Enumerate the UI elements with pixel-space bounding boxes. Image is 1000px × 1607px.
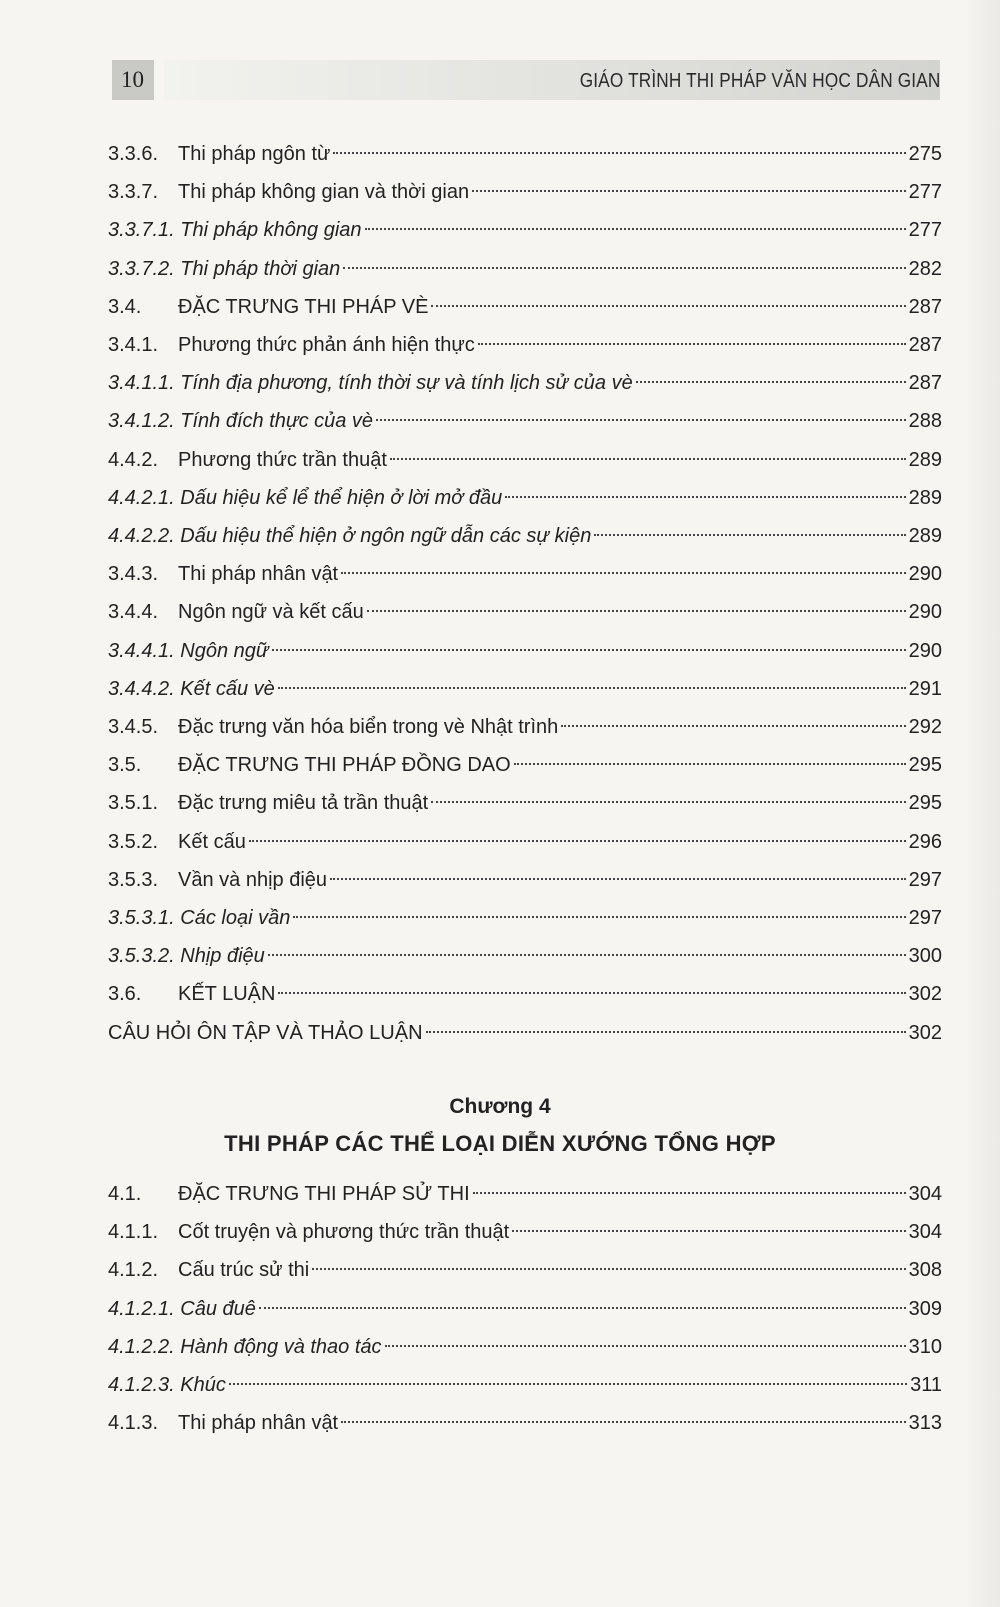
toc-entry-page: 308 — [908, 1259, 942, 1282]
dot-leader — [341, 572, 906, 574]
toc-entry-number: 3.3.6. — [108, 143, 159, 165]
toc-entry — [108, 521, 942, 551]
toc-entry-title — [108, 941, 265, 971]
dot-leader — [367, 610, 906, 612]
toc-entry-text: Kết cấu — [178, 830, 246, 853]
dot-leader — [561, 725, 905, 727]
toc-entry-page: 291 — [908, 677, 942, 700]
toc-entry-text: Cốt truyện và phương thức trần thuật — [178, 1221, 510, 1244]
toc-entry — [108, 330, 942, 360]
toc-entry — [108, 1332, 942, 1362]
toc-entry — [108, 1294, 942, 1324]
toc-entry-page: 297 — [908, 868, 942, 891]
toc-entry-page: 287 — [908, 295, 942, 318]
toc-entry-text: KẾT LUẬN — [178, 983, 276, 1006]
toc-entry-title — [108, 368, 633, 398]
dot-leader — [278, 687, 906, 689]
toc-entry-title — [108, 406, 373, 436]
dot-leader — [472, 190, 906, 192]
toc-entry-page: 275 — [908, 143, 942, 165]
toc-entry-page: 289 — [908, 525, 942, 547]
toc-entry-page: 292 — [908, 716, 942, 738]
toc-entry-page: 296 — [908, 830, 942, 853]
toc-entry-title — [108, 215, 362, 245]
toc-entry-text: Đặc trưng văn hóa biển trong vè Nhật trình — [178, 716, 559, 738]
toc-entry-number: 3.3.7. — [108, 181, 159, 204]
toc-entry-text: Câu đuê — [180, 1297, 256, 1320]
toc-entry — [108, 903, 942, 933]
toc-entry-page: 277 — [908, 219, 942, 242]
toc-entry — [108, 827, 942, 857]
dot-leader — [514, 763, 906, 765]
dot-leader — [268, 954, 906, 956]
toc-entry-text: Thi pháp không gian — [180, 219, 362, 242]
toc-entry — [108, 1408, 942, 1438]
dot-leader — [333, 152, 905, 154]
toc-entry-number: 4.4.2.1. — [108, 486, 175, 509]
toc-entry-text: Kết cấu vè — [180, 677, 275, 700]
header-bar — [164, 60, 940, 100]
toc-entry-text: Phương thức phản ánh hiện thực — [178, 334, 475, 356]
toc-entry-number: 3.3.7.1. — [108, 219, 175, 242]
toc-entry-text: Tính địa phương, tính thời sự và tính lịch sử của vè — [180, 372, 633, 395]
toc-entry-number: 4.1.2.1. — [108, 1297, 175, 1320]
toc-entry-text: Tính đích thực của vè — [180, 410, 374, 433]
dot-leader — [365, 228, 906, 230]
toc-entry — [108, 177, 942, 207]
dot-leader — [505, 496, 905, 498]
toc-entry — [108, 1217, 942, 1247]
dot-leader — [385, 1345, 906, 1347]
dot-leader — [343, 267, 905, 269]
toc-entry-number: 3.5.3. — [108, 868, 159, 891]
toc-entry — [108, 445, 942, 475]
toc-entry-page: 310 — [908, 1335, 942, 1358]
toc-entry-page: 282 — [908, 257, 942, 280]
dot-leader — [431, 801, 905, 803]
toc-entry-text: Vần và nhịp điệu — [178, 868, 328, 891]
toc-entry-title — [108, 1332, 382, 1362]
toc-entry-number: 3.5.3.1. — [108, 907, 175, 929]
toc-entry-title — [108, 903, 290, 933]
dot-leader — [426, 1031, 906, 1033]
toc-entry-text: Dấu hiệu thể hiện ở ngôn ngữ dẫn các sự kiện — [180, 525, 592, 547]
dot-leader — [330, 878, 906, 880]
toc-entry-number: 4.1. — [108, 1183, 142, 1205]
toc-entry-text: Đặc trưng miêu tả trần thuật — [178, 792, 429, 815]
toc-entry — [108, 712, 942, 742]
toc-entry-number: 3.4.3. — [108, 563, 159, 586]
toc-entry — [108, 559, 942, 589]
toc-entry-number: 4.1.2. — [108, 1259, 159, 1282]
toc-entry — [108, 368, 942, 398]
toc-entry-page: 311 — [910, 1374, 942, 1396]
dot-leader — [431, 305, 905, 307]
toc-entry-number: 4.1.3. — [108, 1412, 159, 1435]
toc-entry-number: 3.4.1.2. — [108, 410, 175, 433]
toc-entry — [108, 1255, 942, 1285]
toc-entry-page: 304 — [908, 1221, 942, 1244]
toc-entry-number: 4.4.2.2. — [108, 525, 175, 547]
toc-entry-number: 3.5.1. — [108, 792, 159, 815]
toc-entry-number: 3.4.5. — [108, 716, 159, 738]
page-number: 10 — [121, 67, 144, 92]
dot-leader — [293, 916, 905, 918]
dot-leader — [259, 1307, 906, 1309]
toc-entry — [108, 215, 942, 245]
toc-entry-number: 3.4.1.1. — [108, 372, 175, 395]
toc-entry-text: Các loại vần — [180, 907, 291, 929]
dot-leader — [341, 1421, 906, 1423]
toc-entry — [108, 788, 942, 818]
toc-entry-text: Thi pháp nhân vật — [178, 1412, 339, 1435]
dot-leader — [594, 534, 905, 536]
toc-entry — [108, 1179, 942, 1209]
toc-entry-number: 4.1.2.2. — [108, 1335, 175, 1358]
toc-entry-title — [108, 1370, 226, 1400]
toc-entry — [108, 979, 942, 1009]
dot-leader — [312, 1268, 905, 1270]
toc-entry-page: 290 — [908, 563, 942, 586]
toc-entry-title — [108, 636, 269, 666]
toc-entry-page: 309 — [908, 1297, 942, 1320]
dot-leader — [272, 649, 906, 651]
toc-entry-text: CÂU HỎI ÔN TẬP VÀ THẢO LUẬN — [108, 1021, 423, 1044]
dot-leader — [376, 419, 906, 421]
toc-entry-number: 3.5.2. — [108, 830, 159, 853]
book-title: GIÁO TRÌNH THI PHÁP VĂN HỌC DÂN GIAN — [579, 70, 940, 92]
toc-entry-page: 295 — [908, 792, 942, 815]
toc-entry-title — [108, 674, 275, 704]
toc-entry-number: 3.6. — [108, 983, 142, 1006]
toc-entry-number: 3.4. — [108, 295, 142, 318]
toc-entry-page: 277 — [908, 181, 942, 204]
toc-entry-page: 302 — [908, 983, 942, 1006]
dot-leader — [512, 1230, 905, 1232]
toc-entry-text: Phương thức trần thuật — [178, 448, 387, 471]
toc-entry — [108, 483, 942, 513]
toc-entry-text: Dấu hiệu kể lể thể hiện ở lời mở đầu — [180, 486, 503, 509]
toc-entry-page: 289 — [908, 486, 942, 509]
toc-entry-title — [108, 254, 340, 284]
toc-entry-text: ĐẶC TRƯNG THI PHÁP VÈ — [178, 295, 429, 318]
toc-entry-page: 297 — [908, 907, 942, 929]
dot-leader — [473, 1192, 906, 1194]
toc-entry — [108, 597, 942, 627]
toc-entry — [108, 674, 942, 704]
toc-entry-text: Cấu trúc sử thi — [178, 1259, 310, 1282]
dot-leader — [636, 381, 906, 383]
toc-entry-number: 3.4.4.2. — [108, 677, 175, 700]
toc-entry — [108, 1018, 942, 1048]
toc-entry-title — [108, 1294, 256, 1324]
toc-entry-text: Nhịp điệu — [180, 945, 265, 968]
toc-entry-title — [108, 521, 591, 551]
toc-entry-number: 4.1.2.3. — [108, 1374, 175, 1396]
toc-entry — [108, 1370, 942, 1400]
running-header — [112, 60, 940, 100]
toc-entry-title — [108, 483, 502, 513]
toc-entry-number: 4.1.1. — [108, 1221, 159, 1244]
dot-leader — [390, 458, 906, 460]
toc-entry-text: Thi pháp ngôn từ — [178, 143, 331, 165]
toc-entry — [108, 292, 942, 322]
toc-entry-number: 3.4.1. — [108, 334, 159, 356]
toc-entry-text: Thi pháp thời gian — [180, 257, 341, 280]
scan-edge-shadow — [964, 0, 1000, 1607]
toc-entry-number: 4.4.2. — [108, 448, 159, 471]
toc-entry-text: Hành động và thao tác — [180, 1335, 382, 1358]
toc-entry-number: 3.4.4. — [108, 601, 159, 624]
toc-entry — [108, 750, 942, 780]
toc-entry — [108, 254, 942, 284]
toc-entry-page: 287 — [908, 334, 942, 356]
dot-leader — [229, 1383, 907, 1385]
toc-entry-page: 300 — [908, 945, 942, 968]
toc-entry-page: 289 — [908, 448, 942, 471]
toc-entry-page: 288 — [908, 410, 942, 433]
toc-entry-text: Thi pháp không gian và thời gian — [178, 181, 470, 204]
toc-entry — [108, 865, 942, 895]
toc-entry — [108, 139, 942, 169]
toc-entry — [108, 941, 942, 971]
toc-entry-page: 313 — [908, 1412, 942, 1435]
toc-entry-text: ĐẶC TRƯNG THI PHÁP SỬ THI — [178, 1183, 470, 1205]
toc-entry-text: Khúc — [180, 1374, 226, 1396]
toc-entry-text: Ngôn ngữ — [180, 639, 269, 662]
toc-entry-number: 3.4.4.1. — [108, 639, 175, 662]
toc-entry-page: 290 — [908, 639, 942, 662]
page-number-box — [112, 60, 154, 100]
chapter-label: Chương 4 — [449, 1095, 551, 1118]
toc-entry-page: 304 — [908, 1183, 942, 1205]
dot-leader — [249, 840, 906, 842]
toc-entry-number: 3.5. — [108, 754, 142, 777]
toc-entry-page: 302 — [908, 1021, 942, 1044]
dot-leader — [478, 343, 906, 345]
toc-entry-number: 3.5.3.2. — [108, 945, 175, 968]
chapter-title: THI PHÁP CÁC THỂ LOẠI DIỄN XƯỚNG TỔNG HỢP — [224, 1131, 776, 1156]
toc-entry — [108, 636, 942, 666]
dot-leader — [278, 992, 905, 994]
toc-entry-text: Ngôn ngữ và kết cấu — [178, 601, 364, 624]
toc-entry-page: 290 — [908, 601, 942, 624]
toc-entry-text: Thi pháp nhân vật — [178, 563, 339, 586]
toc-entry-text: ĐẶC TRƯNG THI PHÁP ĐỒNG DAO — [178, 754, 511, 777]
toc-entry-page: 295 — [908, 754, 942, 777]
toc-entry-page: 287 — [908, 372, 942, 395]
toc-entry — [108, 406, 942, 436]
toc-entry-number: 3.3.7.2. — [108, 257, 175, 280]
